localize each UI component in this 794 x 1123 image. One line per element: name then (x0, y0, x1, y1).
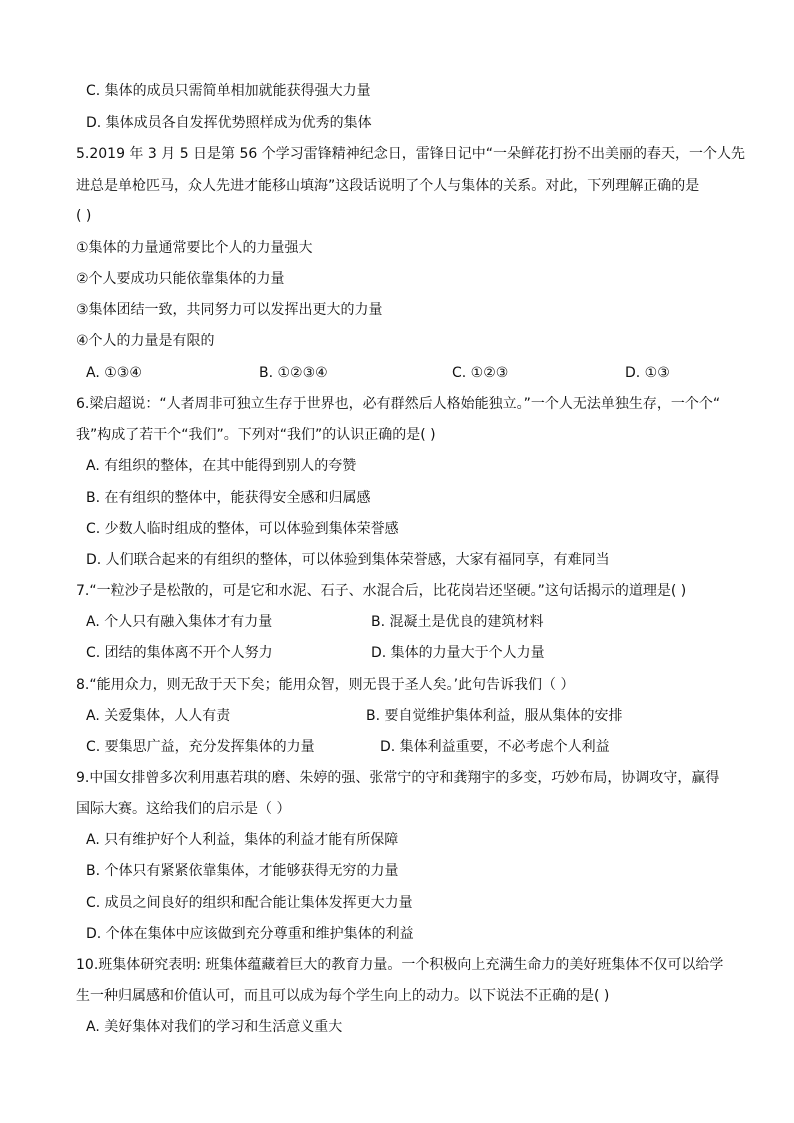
q5-item-3: ③集体团结一致，共同努力可以发挥出更大的力量 (76, 302, 383, 318)
q9-option-a: A. 只有维护好个人利益，集体的利益才能有所保障 (86, 832, 399, 848)
q10-option-a: A. 美好集体对我们的学习和生活意义重大 (86, 1019, 343, 1035)
q6-stem-line-2: 我”构成了若干个“我们”。下列对“我们”的认识正确的是( ) (76, 427, 436, 443)
q5-option-d: D. ①③ (625, 365, 670, 381)
q8-option-a: A. 关爱集体，人人有责 (86, 708, 231, 724)
q8-option-b: B. 要自觉维护集体利益，服从集体的安排 (366, 708, 623, 724)
q8-option-c: C. 要集思广益，充分发挥集体的力量 (86, 739, 315, 755)
q6-option-b: B. 在有组织的整体中，能获得安全感和归属感 (86, 490, 371, 506)
q9-stem-line-2: 国际大赛。这给我们的启示是（ ） (76, 801, 291, 817)
q10-stem-line-1: 10.班集体研究表明: 班集体蕴藏着巨大的教育力量。一个积极向上充满生命力的美好班集体不仅可以给学 (76, 957, 724, 973)
q5-stem-line-2: 进总是单枪匹马，众人先进才能移山填海”这段话说明了个人与集体的关系。对此，下列理解正确的是 (76, 178, 700, 194)
q6-option-d: D. 人们联合起来的有组织的整体，可以体验到集体荣誉感，大家有福同享，有难同当 (86, 552, 610, 568)
q7-option-b: B. 混凝土是优良的建筑材料 (371, 614, 544, 630)
q10-stem-line-2: 生一种归属感和价值认可，而且可以成为每个学生向上的动力。以下说法不正确的是( ) (76, 988, 610, 1004)
q5-option-b: B. ①②③④ (259, 365, 328, 381)
q8-option-d: D. 集体利益重要，不必考虑个人利益 (380, 739, 610, 755)
q9-option-d: D. 个体在集体中应该做到充分尊重和维护集体的利益 (86, 926, 414, 942)
q7-stem-line-1: 7.“一粒沙子是松散的，可是它和水泥、石子、水混合后，比花岗岩还坚硬。”这句话揭示的道理是( ) (76, 583, 687, 599)
q5-item-2: ②个人要成功只能依靠集体的力量 (76, 271, 285, 287)
q5-item-4: ④个人的力量是有限的 (76, 333, 215, 349)
q9-option-c: C. 成员之间良好的组织和配合能让集体发挥更大力量 (86, 895, 413, 911)
q9-stem-line-1: 9.中国女排曾多次利用惠若琪的磨、朱婷的强、张常宁的守和龚翔宇的多变，巧妙布局，协调攻守，赢得 (76, 770, 720, 786)
q7-option-d: D. 集体的力量大于个人力量 (371, 645, 545, 661)
q4-option-d: D. 集体成员各自发挥优势照样成为优秀的集体 (86, 115, 372, 131)
q7-option-a: A. 个人只有融入集体才有力量 (86, 614, 273, 630)
q9-option-b: B. 个体只有紧紧依靠集体，才能够获得无穷的力量 (86, 863, 399, 879)
q8-stem-line-1: 8.“能用众力，则无敌于天下矣；能用众智，则无畏于圣人矣。’此句告诉我们（ ） (76, 677, 575, 693)
q5-item-1: ①集体的力量通常要比个人的力量强大 (76, 240, 313, 256)
q5-option-c: C. ①②③ (452, 365, 509, 381)
q7-option-c: C. 团结的集体离不开个人努力 (86, 645, 273, 661)
q6-option-c: C. 少数人临时组成的整体，可以体验到集体荣誉感 (86, 521, 399, 537)
q6-stem-line-1: 6.梁启超说：“人者周非可独立生存于世界也，必有群然后人格始能独立。”一个人无法单独生存，一个个“ (76, 396, 721, 412)
q5-stem-line-1: 5.2019 年 3 月 5 日是第 56 个学习雷锋精神纪念日，雷锋日记中“一朵鲜花打扮不出美丽的春天，一个人先 (76, 146, 746, 162)
q5-stem-line-3: ( ) (76, 208, 92, 224)
q6-option-a: A. 有组织的整体，在其中能得到别人的夸赞 (86, 458, 357, 474)
q4-option-c: C. 集体的成员只需简单相加就能获得强大力量 (86, 83, 371, 99)
q5-option-a: A. ①③④ (86, 365, 142, 381)
